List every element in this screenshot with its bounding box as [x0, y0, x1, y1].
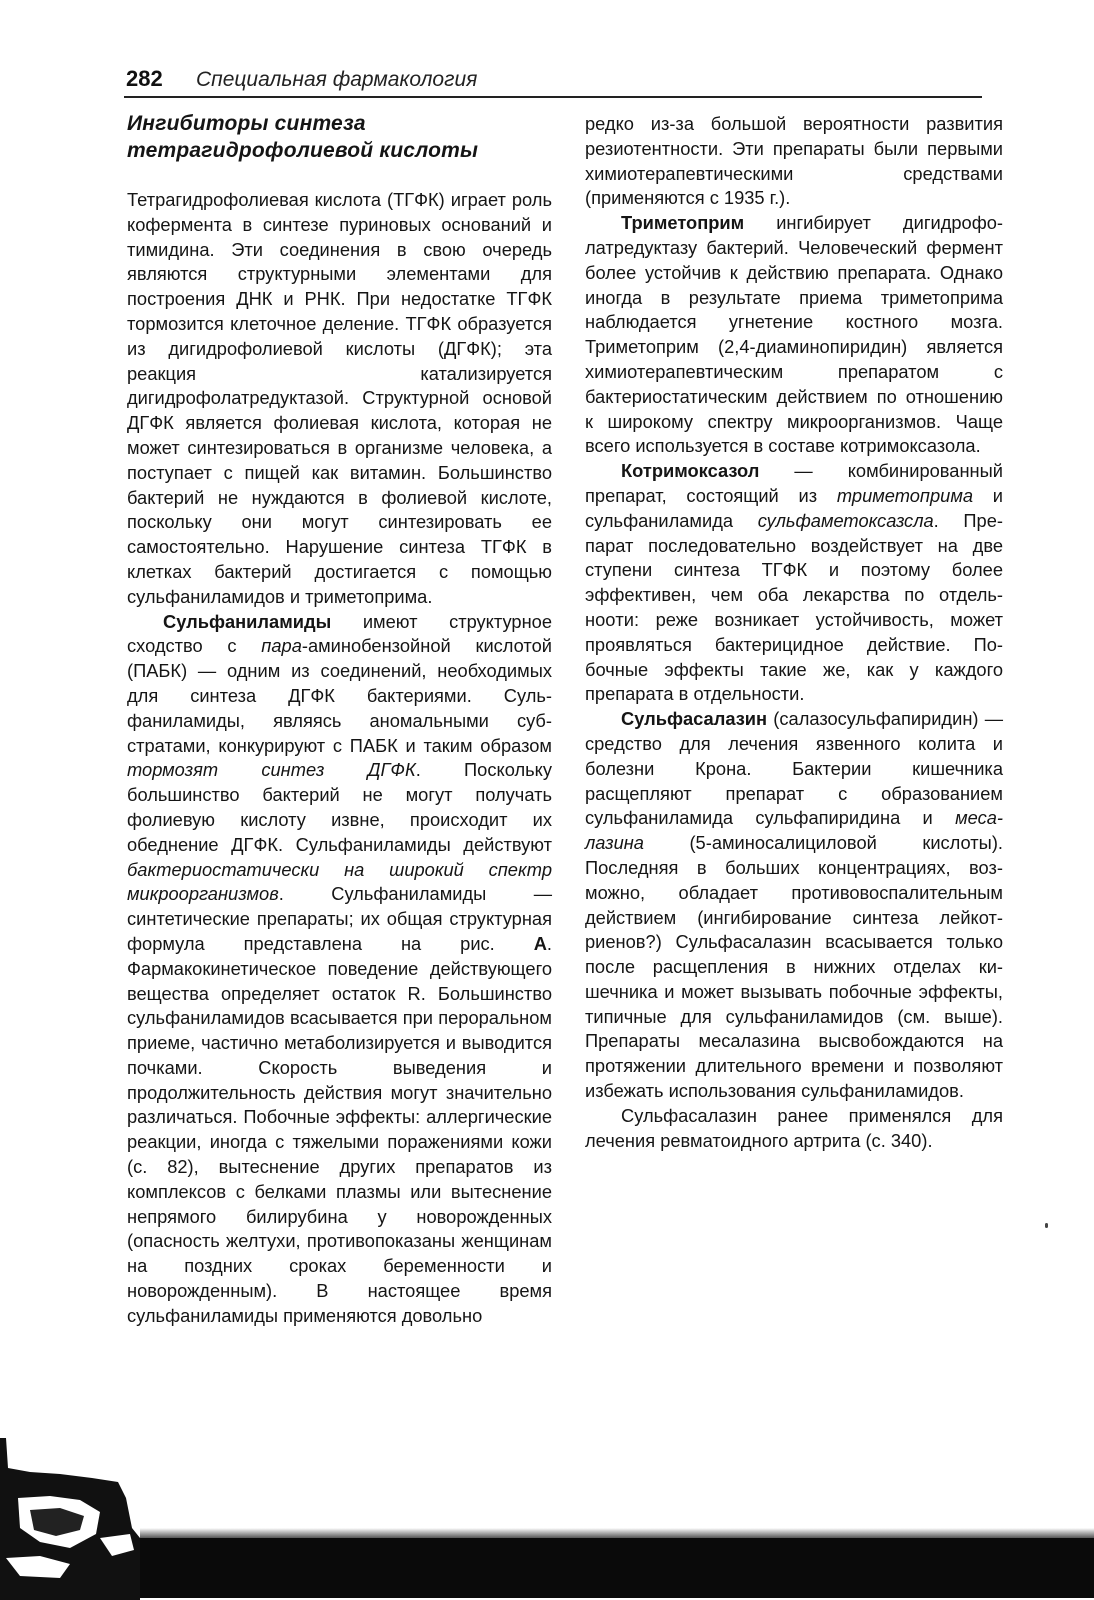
page-number: 282 — [126, 66, 163, 91]
emphasis-sulfamethoxazole: сульфаметоксазсла — [757, 509, 934, 531]
emphasis-mesalazine: месалазина — [585, 807, 1003, 854]
text-span: (5-аминосалициловой кислоты). Последняя в больших концентрациях, возможно, обладает противовоспалительным действием (ингибирование синтеза лейкотриенов?) Сульфасалазин всасывается только после расщепления в нижних отделах кишечника и может вызывать побочные эффекты, типичные для сульфаниламидов (см. выше). Препараты месалазина высвобождаются на протяжении длительного времени и позволяют избежать использования сульфаниламидов. — [585, 832, 1003, 1102]
text-span: — комбинированный препарат, состоящий из — [585, 460, 1003, 506]
paragraph-trimethoprim — [585, 211, 1003, 459]
scan-bottom-edge — [140, 1538, 1094, 1598]
text-span: . Препарат последовательно воздействует на две ступени синтеза ТГФК и поэтому более эффективен, чем оба лекарства по отдельноoти: реже возникает устойчивость, может проявляться бактерицидное действие. Побочные эффекты такие же, как у каждого препарата в отдельности. — [585, 509, 1003, 705]
text-span: . Поскольку большинство бактерий не могут получать фолиевую кислоту извне, происходит их обеднение ДГФК. Сульфаниламиды действуют — [127, 759, 552, 855]
emphasis-trimethoprim: триметоприма — [836, 484, 974, 506]
term-cotrimoxazole: Котримоксазол — [621, 460, 760, 482]
term-trimethoprim: Триметоприм — [621, 212, 745, 234]
paragraph-tgfk-intro: Тетрагидрофолиевая кислота (ТГФК) играет роль кофермента в синтезе пуриновых оснований и тимидина. Эти соединения в свою очередь являются структурными элементами для построения ДНК и РНК. При недостатке ТГФК тормозится клеточное деление. ТГФК образуется из дигидрофолиевой кислоты (ДГФК); эта реакция катализируется дигидрофолатредуктазой. Структурной основой ДГФК является фолиевая кислота, которая не может синтезироваться в организме человека, а поступает с пищей как витамин. Большинство бактерий не нуждаются в фолиевой кислоте, поскольку они могут синтезировать ее самостоятельно. Нарушение синтеза ТГФК в клетках бактерий достигается с помощью сульфаниламидов и триметоприма. — [127, 189, 552, 607]
section-heading-line-1: Ингибиторы синтеза — [127, 112, 366, 135]
term-sulfonamides: Сульфаниламиды — [163, 610, 332, 632]
text-span: (салазосульфапиридин) — средство для лечения язвенного колита и болезни Крона. Бактерии кишечника расщепляют препарат с образованием сульфаниламида сульфапиридина и — [585, 708, 1003, 829]
page-header — [124, 66, 982, 98]
emphasis-inhibit-dhf: тормозят синтез ДГФК — [127, 759, 416, 781]
section-heading — [127, 110, 552, 164]
text-span: имеют структурное сходство с — [127, 610, 552, 657]
text-span: -аминобензойной кислотой (ПАБК) — одним из соединений, необходимых для синтеза ДГФК бактериями. Сульфаниламиды, являясь аномальными субстратами, конкурируют с ПАБК и таким образом — [127, 635, 552, 756]
term-sulfasalazine: Сульфасалазин — [621, 708, 768, 730]
left-column — [127, 110, 552, 1329]
text-span: ингибирует дигидрофолатредуктазу бактерий. Человеческий фермент более устойчив к действию препарата. Однако иногда в результате приема триметоприма наблюдается угнетение костного мозга. Триметоприм (2,4-диаминопиридин) является химиотерапевтическим препаратом с бактериостатическим действием по отношению к широкому спектру микроорганизмов. Чаще всего используется в составе котримоксазола. — [585, 212, 1003, 457]
paragraph-sulfonamides — [127, 610, 552, 1329]
paragraph-sulfasalazine-ra: Сульфасалазин ранее применялся для лечения ревматоидного артрита (с. 340). — [585, 1104, 1003, 1151]
section-heading-line-2: тетрагидрофолиевой кислоты — [127, 139, 479, 162]
text-span: . Фармакокинетическое поведение действующего вещества определяет остаток R. Большинство сульфаниламидов всасывается при пероральном приеме, частично метаболизируется и выводится почками. Скорость выведения и продолжительность действия могут значительно различаться. Побочные эффекты: аллергические реакции, иногда с тяжелыми поражениями кожи (с. 82), вытеснение других препаратов из комплексов с белками плазмы или вытеснение непрямого билирубина у новорожденных (опасность желтухи, противопоказаны женщинам на поздних сроках беременности и новорожденным). В настоящее время сульфаниламиды применяются довольно — [127, 932, 552, 1326]
paragraph-continuation: редко из-за большой вероятности развития резиотентности. Эти препараты были первыми химиотерапевтическими средствами (применяются с 1935 г.). — [585, 113, 1003, 209]
paragraph-sulfasalazine — [585, 707, 1003, 1104]
figure-ref-a: А — [533, 932, 547, 954]
running-section-title: Специальная фармакология — [196, 68, 478, 91]
emphasis-bacteriostatic: бактериостатически на широкий спектр микроорганизмов — [127, 858, 552, 905]
text-span: и сульфаниламида — [585, 484, 1004, 531]
scan-corner-artifact — [0, 1438, 140, 1600]
scan-speck — [1045, 1223, 1048, 1228]
emphasis-para: пара — [261, 635, 302, 657]
text-span: . Сульфаниламиды — синтетические препараты; их общая структурная формула представлена на рис. — [127, 883, 552, 954]
paragraph-cotrimoxazole — [585, 459, 1003, 707]
right-column — [585, 112, 1003, 1153]
